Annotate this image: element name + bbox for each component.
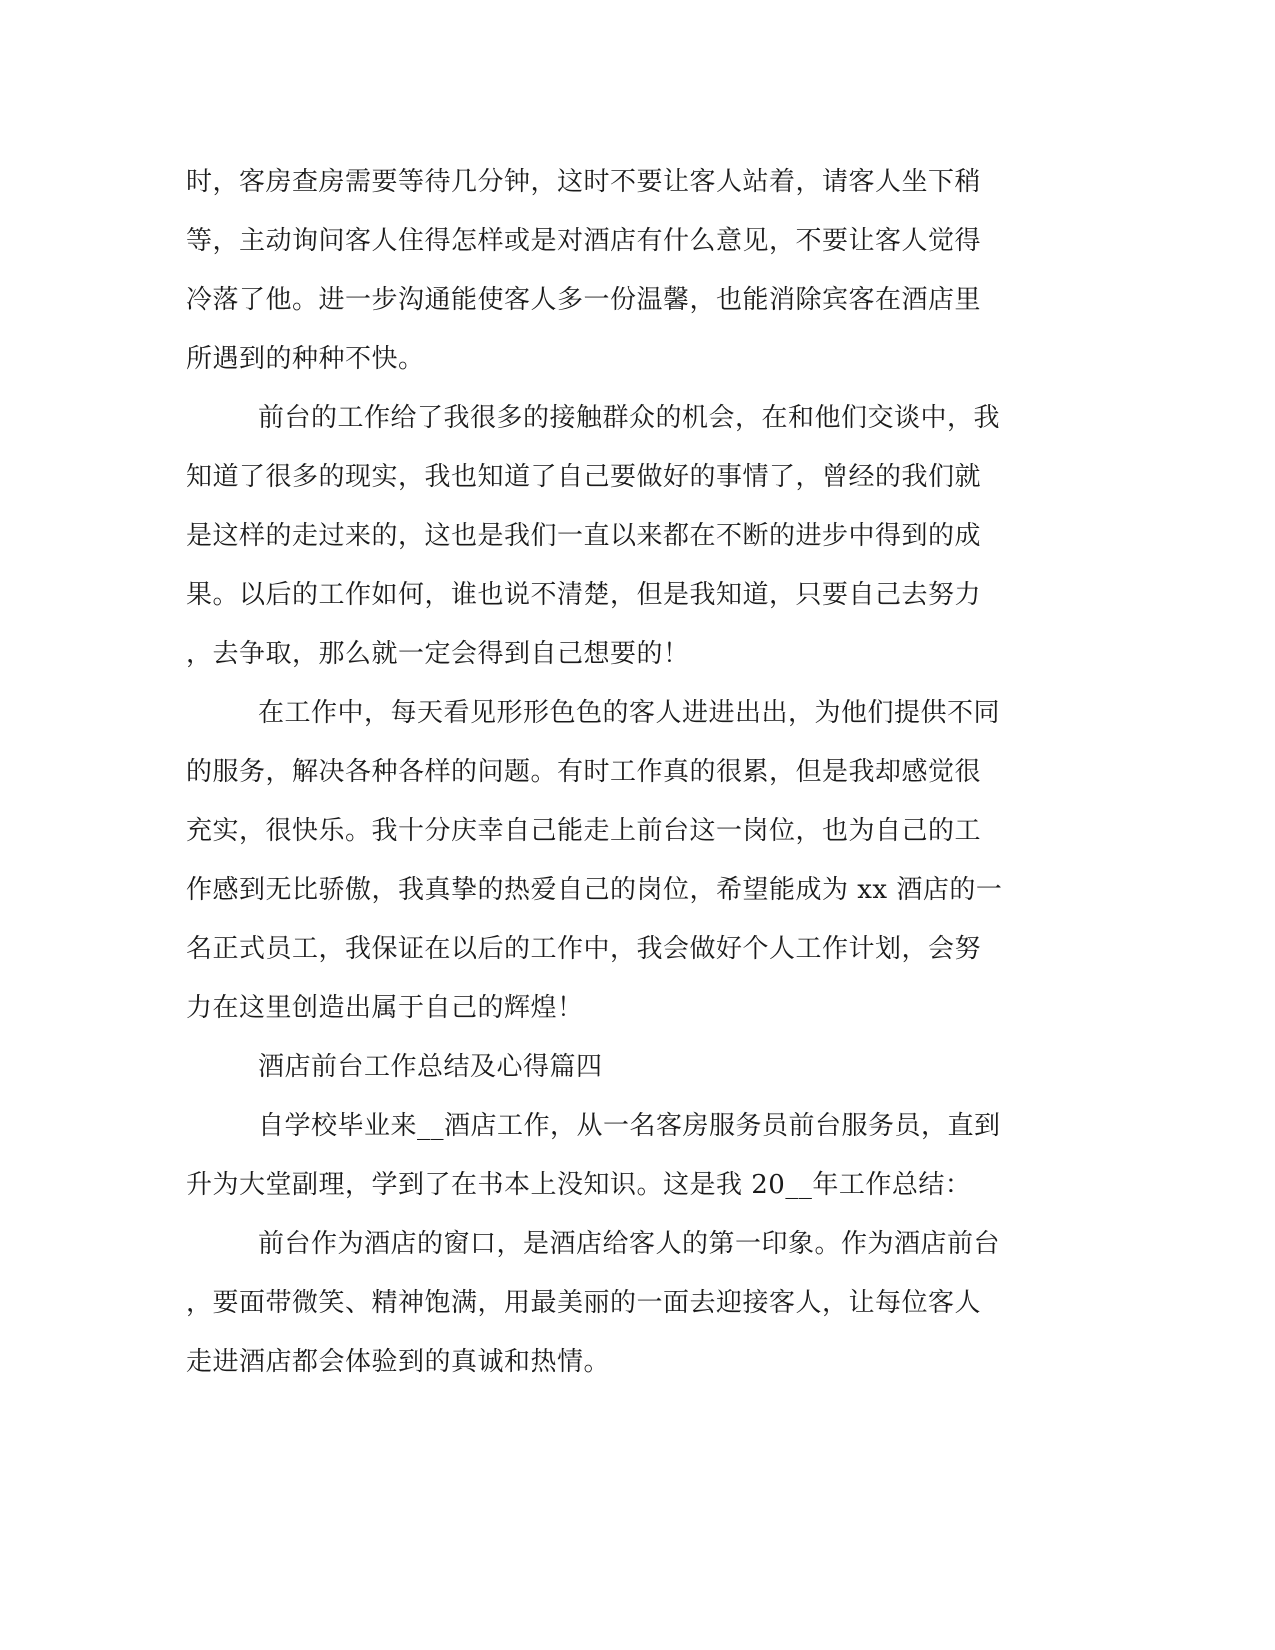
text-line: 的服务，解决各种各样的问题。有时工作真的很累，但是我却感觉很 [186, 757, 982, 787]
text-line: 等，主动询问客人住得怎样或是对酒店有什么意见，不要让客人觉得 [186, 226, 982, 256]
text-line: 知道了很多的现实，我也知道了自己要做好的事情了，曾经的我们就 [186, 462, 982, 492]
text-line: 时，客房查房需要等待几分钟，这时不要让客人站着，请客人坐下稍 [186, 167, 982, 197]
text-line: 升为大堂副理，学到了在书本上没知识。这是我 20__年工作总结： [186, 1170, 972, 1200]
paragraph-start-line: 前台的工作给了我很多的接触群众的机会，在和他们交谈中，我 [258, 403, 1001, 433]
text-line: 所遇到的种种不快。 [186, 344, 425, 374]
section-heading: 酒店前台工作总结及心得篇四 [258, 1052, 603, 1082]
paragraph-start-line: 在工作中，每天看见形形色色的客人进进出出，为他们提供不同 [258, 698, 1001, 728]
paragraph-start-line: 前台作为酒店的窗口，是酒店给客人的第一印象。作为酒店前台 [258, 1229, 1001, 1259]
text-line: ，去争取，那么就一定会得到自己想要的！ [186, 639, 690, 669]
text-line: ，要面带微笑、精神饱满，用最美丽的一面去迎接客人，让每位客人 [186, 1288, 982, 1318]
text-line: 充实，很快乐。我十分庆幸自己能走上前台这一岗位，也为自己的工 [186, 816, 982, 846]
text-line: 走进酒店都会体验到的真诚和热情。 [186, 1347, 611, 1377]
text-line: 作感到无比骄傲，我真挚的热爱自己的岗位，希望能成为 xx 酒店的一 [186, 875, 1003, 905]
text-line: 果。以后的工作如何，谁也说不清楚，但是我知道，只要自己去努力 [186, 580, 982, 610]
text-line: 冷落了他。进一步沟通能使客人多一份温馨，也能消除宾客在酒店里 [186, 285, 982, 315]
text-line: 是这样的走过来的，这也是我们一直以来都在不断的进步中得到的成 [186, 521, 982, 551]
text-line: 名正式员工，我保证在以后的工作中，我会做好个人工作计划，会努 [186, 934, 982, 964]
paragraph-start-line: 自学校毕业来__酒店工作，从一名客房服务员前台服务员，直到 [258, 1111, 1001, 1141]
text-line: 力在这里创造出属于自己的辉煌！ [186, 993, 584, 1023]
